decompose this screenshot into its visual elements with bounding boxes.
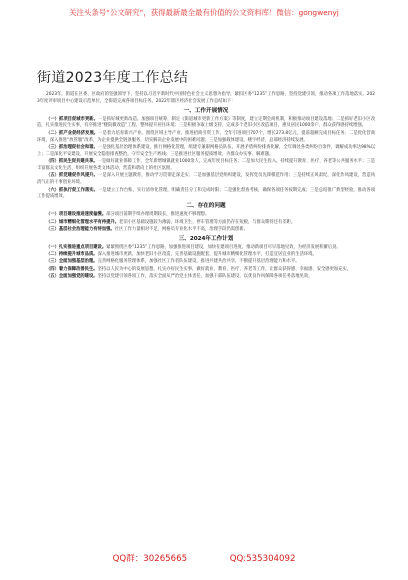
list-item — [37, 267, 375, 274]
item-text: 深入推进城市更新，加快老旧小区改造，完善基础设施配套，提升城市精细化管理水平，打造宜居宜业的生活环境。 — [97, 252, 317, 258]
qq-text: QQ:535304092 — [229, 554, 296, 564]
banner-line: 关注头条号“公文研究”，获得最新最全最有价值的公文资料库！微信：gongwenyj — [69, 8, 339, 17]
list-item — [37, 227, 375, 234]
item-heading: （三）抓治理促社会和谐。 — [46, 144, 98, 150]
item-text: 完善网格化服务管理体系，加强社区工作者队伍建设，推进共建共治共享，不断提升基层治理能力和水平。 — [97, 259, 300, 265]
item-heading: （五）抓党建促作风提升。 — [46, 173, 98, 179]
item-text: 一是抓好城更新改造。加强项目统筹，制定《街道城市更新工作方案》等制度，建立定期会商机制，积极推动项目建设落地；二是抓好老旧小区改造，扎实推进民生实事，有序推进“楼院微改造”工程，整体提升居住环境；三是积极争取上级支持，完成多个老旧小区改造项目，惠及居民1000余户，群众获得感持续增强。 — [37, 116, 375, 129]
item-heading: （四）着力保障改善民生。 — [46, 266, 98, 272]
item-heading: （四）抓民生促共建共享。 — [46, 159, 98, 165]
qq-group-text: QQ群：30265665 — [112, 554, 188, 564]
list-item — [37, 173, 375, 187]
section-heading-2: 二、存在的问题 — [186, 203, 226, 210]
item-text: 社区工作力量相对不足，网格员专业化水平不高，治理手段仍需创新。 — [114, 226, 248, 232]
document-title: 街道2023年度工作总结 — [37, 70, 189, 86]
section-heading-3: 三、2024年工作计划 — [178, 235, 234, 242]
item-heading: （一）抓项目促城市更新。 — [46, 116, 98, 122]
contact-footer — [0, 552, 408, 564]
list-item — [37, 274, 375, 281]
list-item — [37, 131, 375, 145]
header-banner — [0, 8, 408, 17]
list-item — [37, 145, 375, 159]
list-item — [37, 117, 375, 131]
item-heading: （三）全面加强基层治理。 — [46, 259, 98, 265]
item-heading: （二）城市精细化管理水平有待提升。 — [46, 219, 120, 225]
section-1-list — [37, 117, 375, 202]
document-body — [37, 92, 375, 282]
intro-paragraph: 2023年，街道在区委、区政府的坚强领导下，坚持以习近平新时代中国特色社会主义思想为指导，紧扣区委“1235”工作思路，坚持党建引领，推动各项工作落地落实。2023年度评审项目中心建设示范单位，全街道完成各项目标任务。2022年辖区经济社会发展工作总结如下： — [37, 92, 375, 104]
list-item — [37, 252, 375, 259]
item-text: 一是着力培育新兴产业。围绕区域主导产业，推进招商引资工作，全年引进项目707个，增长273.8亿元，提前超额完成目标任务；二是优化营商环境，深入推进“放管服”改革，为企业提供全链条服务，切实解决企业发展中的困难问题；三是加强载体建设，楼宇经济、总部经济持续发展。 — [37, 130, 376, 143]
item-text: 部分项目前期手续办理周期较长，推进速度不够理想。 — [106, 212, 210, 218]
item-text: 坚持以党建引领各项工作，落实全面从严治党主体责任，加强干部队伍建设，以优良作风保障各项任务落地见效。 — [97, 274, 313, 280]
item-heading: （五）全面加强党的建设。 — [46, 274, 98, 280]
item-heading: （六）抓执行促工作落实。 — [46, 187, 98, 193]
list-item — [37, 212, 375, 219]
item-heading: （三）基层社会治理能力有待加强。 — [46, 226, 115, 232]
section-3-list — [37, 245, 375, 281]
list-item — [37, 188, 375, 202]
item-heading: （一）扎实推进重点项目建设。 — [46, 244, 107, 250]
item-heading: （二）抓产业促经济发展。 — [46, 130, 99, 136]
list-item — [37, 259, 375, 266]
section-heading-1: 一、工作开展情况 — [183, 107, 229, 114]
item-text: 一是做好就业保障工作，全年新增城镇就业1000余人，完成年度目标任务；二是加大民生投入，持续提升教育、医疗、养老等公共服务水平；三是丰富群众文化生活，组织开展各类文体活动，营造和谐向上的社区氛围。 — [37, 159, 375, 171]
item-text: 老旧小区基础设施较为薄弱，环境卫生、停车管理等方面仍存在短板，与群众期待还有差距。 — [119, 219, 296, 225]
item-heading: （二）持续提升城市品质。 — [46, 252, 98, 258]
item-text: 一是深入开展主题教育，推动学习贯彻走深走实；二是加强基层党组织建设，发挥党员先锋模范作用；三是持续正风肃纪，深化作风建设，营造风清气正的干事创业环境。 — [37, 173, 375, 186]
item-text: 一是建立工作台账，实行清单化管理，明确责任分工和完成时限；二是强化督查考核，确保各项任务按期完成；三是总结推广典型经验，推动各项工作提质增效。 — [37, 187, 375, 200]
section-2-list — [37, 212, 375, 234]
item-heading: （一）项目建设推进速度偏慢。 — [46, 212, 107, 218]
list-item — [37, 245, 375, 252]
item-text: 坚持以人民为中心的发展思想，扎实办好民生实事，做好就业、教育、医疗、养老等工作，让群众获得感、幸福感、安全感更加充实。 — [97, 266, 352, 272]
list-item — [37, 220, 375, 227]
item-text: 紧紧围绕区委“1235”工作思路，加强推进项目建设，加快在建项目进度，推动新项目尽早落地见效，为经济发展积蓄后劲。 — [106, 244, 341, 250]
list-item — [37, 159, 375, 173]
item-text: 一是强化基层治理体系建设，推行网格化管理，组建专兼职网格员队伍，开展矛盾纠纷排查化解，全年调处各类纠纷百余件，调解成功率达98%以上；二是深化平安建设，开展安全隐患排查整治，守牢安全生产底线；三是推进社区服务提质增效，为群众办实事、解难题。 — [37, 144, 376, 157]
